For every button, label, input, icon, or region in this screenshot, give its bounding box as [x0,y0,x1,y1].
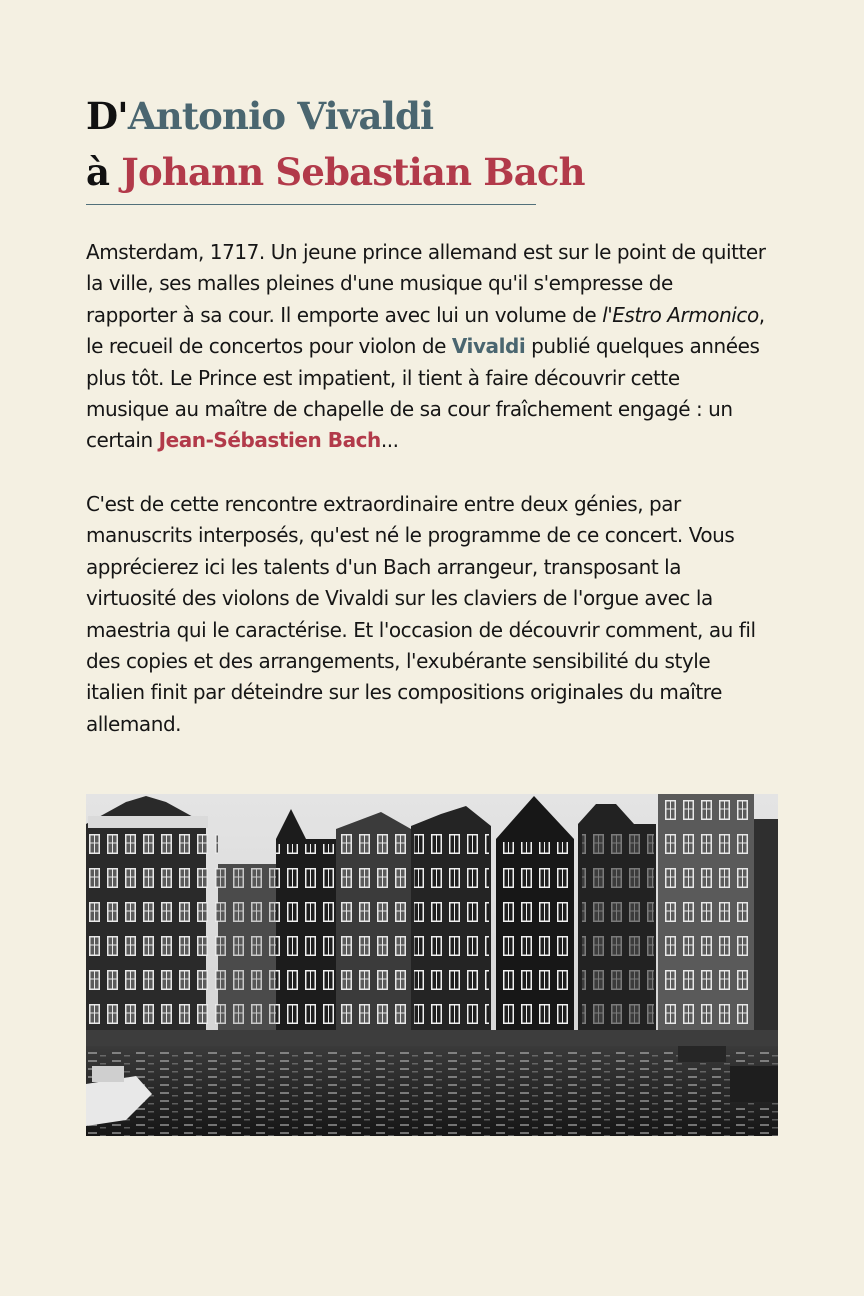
program-paragraph: C'est de cette rencontre extraordinaire entre deux génies, par manuscrits interposés, qu'est né le programme de ce concert. Vous apprécierez ici les talents d'un Bach arrangeur, transposant la virtuosité des violons de Vivaldi sur les claviers de l'orgue avec la maestria qui le caractérise. Et l'occasion de découvrir comment, au fil des copies et des arrangements, l'exubérante sensibilité du style italien finit par déteindre sur les compositions originales du maître allemand. [86,492,756,736]
title-prefix-1: D' [86,94,128,138]
para1-part1: Amsterdam, 1717. Un jeune prince allemand est sur le point de quitter la ville, ses malles pleines d'une musique qu'il s'empresse de rapporter à sa cour. Il emporte avec lui un volume de [86,240,766,327]
title-bach: Johann Sebastian Bach [121,150,585,194]
title-divider [86,204,536,205]
amsterdam-canal-houses-photo [86,794,778,1136]
intro-paragraph [86,237,766,457]
para1-part3: publié quelques années plus tôt. Le Prince est impatient, il tient à faire découvrir cette musique au maître de chapelle de sa cour fraîchement engagé : un certain [86,334,760,453]
page-title [86,88,585,200]
para1-part4: ... [380,428,399,453]
title-prefix-2: à [86,150,122,194]
vivaldi-highlight: Vivaldi [451,334,526,359]
estro-armonico-title: l'Estro Armonico [602,302,759,327]
bach-highlight: Jean-Sébastien Bach [158,428,381,453]
title-vivaldi: Antonio Vivaldi [127,94,434,138]
para1-part2: , le recueil de concertos pour violon de [86,302,765,359]
